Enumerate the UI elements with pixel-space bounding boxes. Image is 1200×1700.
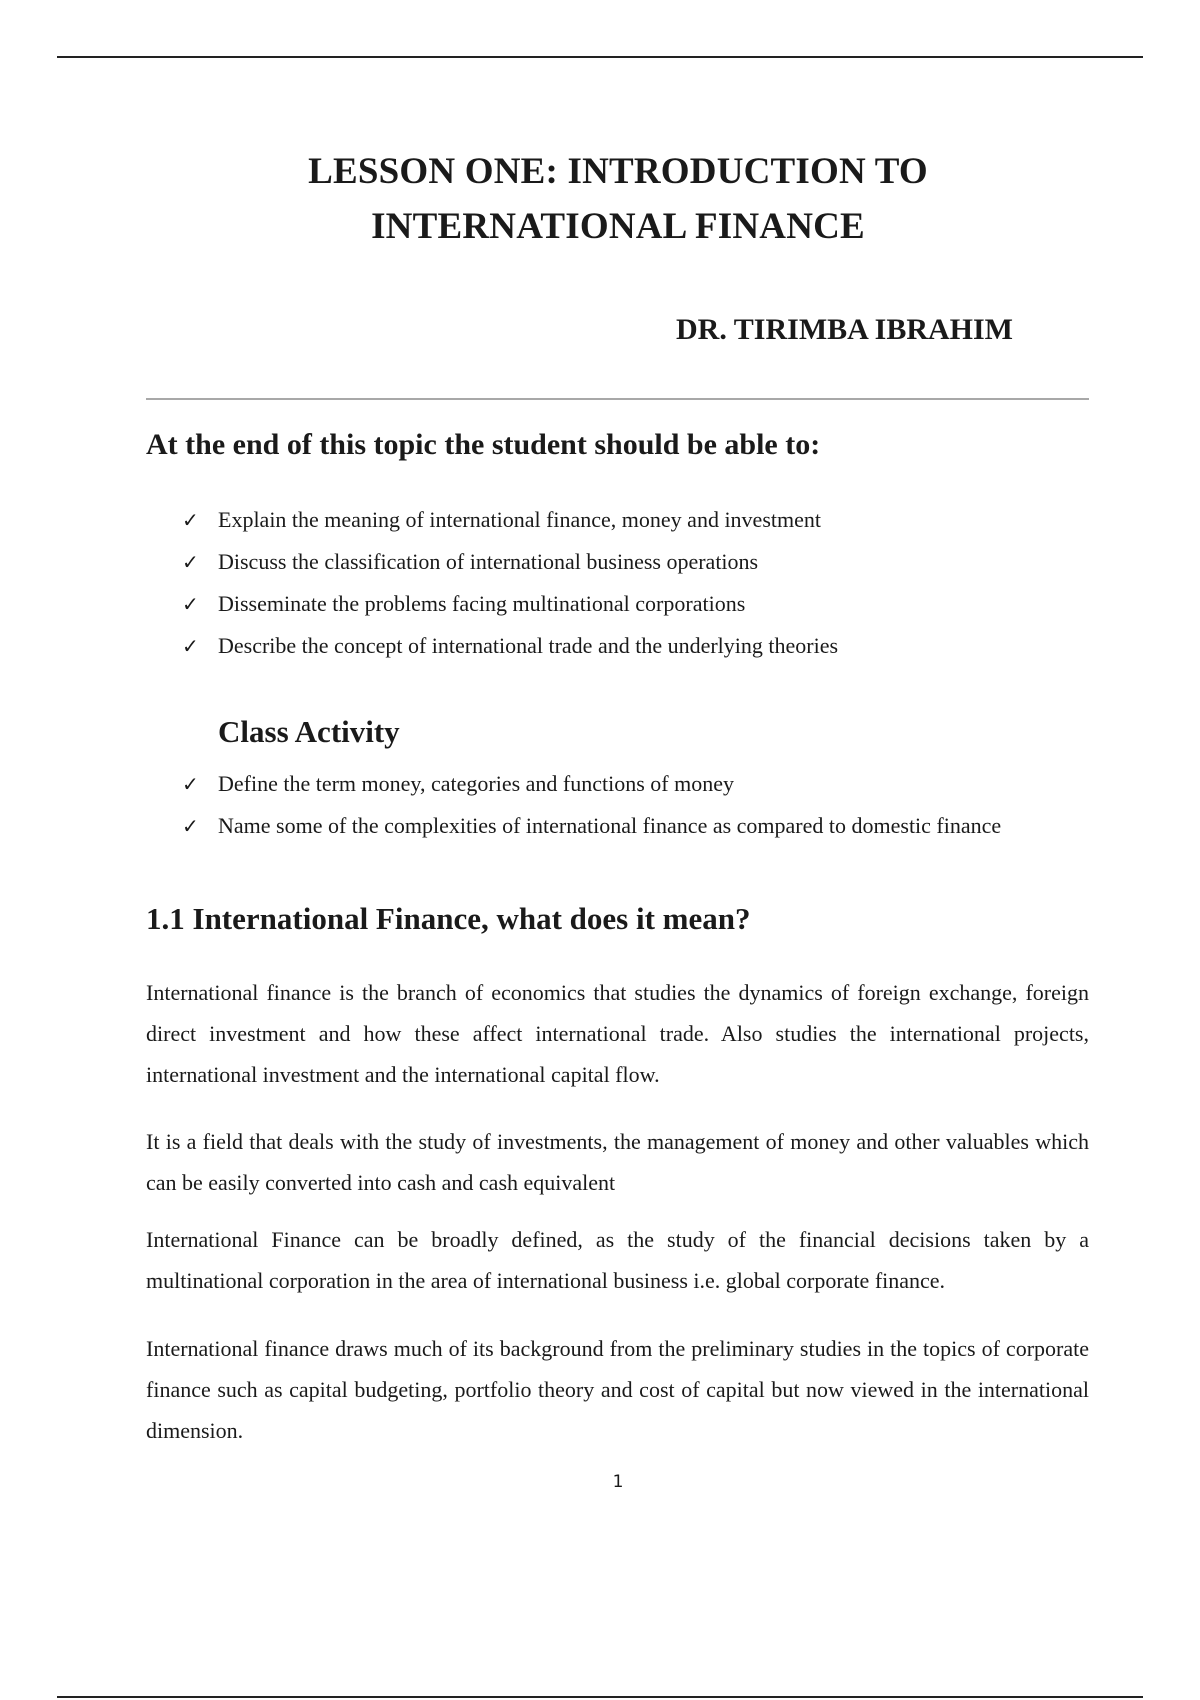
objective-text: Describe the concept of international trade and the underlying theories	[218, 633, 839, 658]
checkmark-icon: ✓	[182, 592, 199, 616]
objective-text: Disseminate the problems facing multinational corporations	[218, 591, 746, 616]
author-name: DR. TIRIMBA IBRAHIM	[676, 313, 1013, 346]
checkmark-icon: ✓	[182, 814, 199, 838]
checkmark-icon: ✓	[182, 508, 199, 532]
paragraph: International finance is the branch of economics that studies the dynamics of foreign exchange, foreign direct investment and how these affect international trade. Also studies the international projects, international investment and the international capital flow.	[146, 980, 1089, 1087]
lesson-title	[0, 144, 1200, 254]
checkmark-icon: ✓	[182, 634, 199, 658]
lesson-title-line-2: INTERNATIONAL FINANCE	[371, 206, 865, 247]
objectives-heading: At the end of this topic the student should be able to:	[146, 428, 821, 461]
lesson-title-line-1: LESSON ONE: INTRODUCTION TO	[308, 151, 928, 192]
header-divider	[146, 398, 1089, 400]
paragraph: International Finance can be broadly defined, as the study of the financial decisions taken by a multinational corporation in the area of international business i.e. global corporate finance.	[146, 1227, 1089, 1293]
objective-text: Explain the meaning of international finance, money and investment	[218, 507, 821, 532]
checkmark-icon: ✓	[182, 550, 199, 574]
paragraph: International finance draws much of its background from the preliminary studies in the topics of corporate finance such as capital budgeting, portfolio theory and cost of capital but now viewed in the international dimension.	[146, 1336, 1089, 1443]
page-bottom-rule	[57, 1696, 1143, 1698]
activity-text: Name some of the complexities of international finance as compared to domestic finance	[218, 813, 1002, 838]
objective-text: Discuss the classification of international business operations	[218, 549, 759, 574]
section-heading: 1.1 International Finance, what does it mean?	[146, 901, 751, 936]
class-activity-heading: Class Activity	[218, 714, 400, 749]
checkmark-icon: ✓	[182, 772, 199, 796]
activity-text: Define the term money, categories and functions of money	[218, 771, 735, 796]
paragraph: It is a field that deals with the study of investments, the management of money and other valuables which can be easily converted into cash and cash equivalent	[146, 1129, 1089, 1195]
page-top-rule	[57, 56, 1143, 58]
page-number: 1	[612, 1472, 624, 1492]
